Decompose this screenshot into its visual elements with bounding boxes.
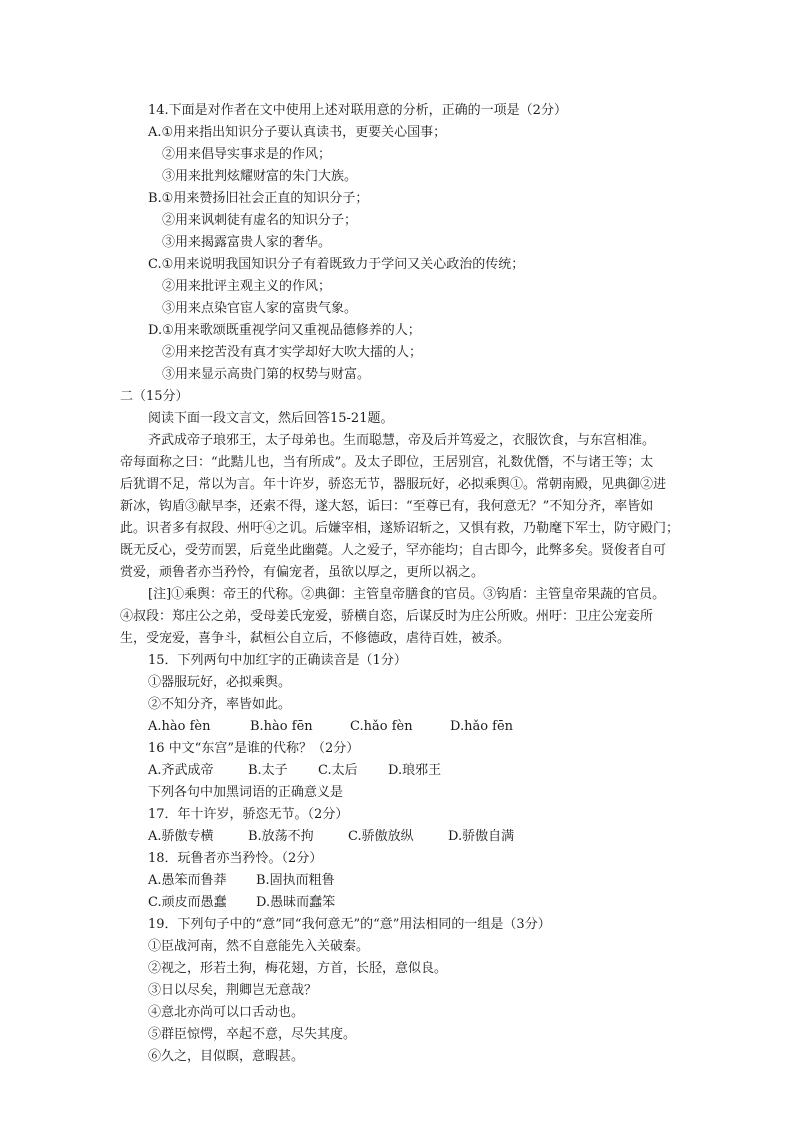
q16-options <box>148 760 441 782</box>
q17-option-c: C.骄傲放纵 <box>348 829 414 844</box>
q15-option-d: D.hǎo fēn <box>450 719 514 734</box>
q17-stem: 17．年十许岁，骄恣无节。（2分） <box>148 807 349 822</box>
q16-option-b: B.太子 <box>248 763 288 778</box>
q16-option-a: A.齐武成帝 <box>148 763 214 778</box>
q19-sentence: ⑥久之，目似瞑，意暇甚。 <box>148 1049 305 1064</box>
q14-option-c-sub: ②用来批评主观主义的作风； <box>162 279 332 294</box>
q15-options <box>148 716 513 738</box>
q15-option-c: C.hǎo fèn <box>350 719 413 734</box>
q15-sentence: ①器服玩好，必拟乘舆。 <box>148 675 292 690</box>
q18-options-row1 <box>148 870 335 892</box>
passage-line: 新冰，钩盾③献早李，还索不得，遂大怒，诟曰：“至尊已有，我何意无？”不知分齐，率皆如 <box>120 499 654 514</box>
q14-option-c-sub: ③用来点染官宦人家的富贵气象。 <box>162 301 358 316</box>
q18-options-row2 <box>148 892 335 914</box>
q14-option-b: B.①用来赞扬旧社会正直的知识分子； <box>148 191 369 206</box>
section-heading: 二（15分） <box>120 389 189 404</box>
q14-option-b-sub: ②用来讽刺徒有虚名的知识分子； <box>162 213 358 228</box>
q16-option-d: D.琅邪王 <box>388 763 442 778</box>
q14-option-b-sub: ③用来揭露富贵人家的奢华。 <box>162 235 332 250</box>
q16-option-c: C.太后 <box>318 763 358 778</box>
q15-sentence: ②不知分齐，率皆如此。 <box>148 697 292 712</box>
q14-option-c: C.①用来说明我国知识分子有着既致力于学问又关心政治的传统； <box>148 257 525 272</box>
q14-option-a-sub: ②用来倡导实事求是的作风； <box>162 147 332 162</box>
q19-sentence: ⑤群臣惊愕，卒起不意，尽失其度。 <box>148 1027 357 1042</box>
q17-option-b: B.放荡不拘 <box>248 829 314 844</box>
q19-sentence: ③日以尽矣，荆卿岂无意哉？ <box>148 983 318 998</box>
passage-line: 帝每面称之曰：“此黠儿也，当有所成”。及太子即位，王居别宫，礼数优僭，不与诸王等；太 <box>120 455 654 470</box>
q14-option-a: A.①用来指出知识分子要认真读书，更要关心国事； <box>148 125 447 140</box>
q18-option-d: D.愚昧而蠢笨 <box>256 895 336 910</box>
q15-stem: 15．下列两句中加红字的正确读音是（1分） <box>148 653 407 668</box>
footnote-line: 生，受宠爱，喜争斗，弑桓公自立后，不修德政，虐待百姓，被杀。 <box>120 631 511 646</box>
q17-option-a: A.骄傲专横 <box>148 829 214 844</box>
q14-option-d-sub: ②用来挖苦没有真才实学却好大吹大擂的人； <box>162 345 423 360</box>
vocab-instruction: 下列各句中加黑词语的正确意义是 <box>148 785 344 800</box>
q16-stem: 16 中文“东宫”是谁的代称？（2分） <box>148 741 360 756</box>
q19-sentence: ①臣战河南，然不自意能先入关破秦。 <box>148 939 370 954</box>
q18-option-a: A.愚笨而鲁莽 <box>148 873 227 888</box>
q17-option-d: D.骄傲自满 <box>448 829 515 844</box>
q19-sentence: ②视之，形若土狗，梅花翅，方首，长胫，意似良。 <box>148 961 448 976</box>
reading-instruction: 阅读下面一段文言文，然后回答15-21题。 <box>148 411 394 426</box>
q14-option-d-sub: ③用来显示高贵门第的权势与财富。 <box>162 367 371 382</box>
q19-stem: 19．下列句子中的“意”同“我何意无”的“意”用法相同的一组是（3分） <box>148 917 551 932</box>
footnote-line: [注]①乘舆：帝王的代称。②典御：主管皇帝膳食的官员。③钩盾：主管皇帝果蔬的官员。 <box>148 587 666 602</box>
passage-line: 后犹谓不足，常以为言。年十许岁，骄恣无节，器服玩好，必拟乘舆①。常朝南殿，见典御②进 <box>120 477 667 492</box>
q14-stem: 14.下面是对作者在文中使用上述对联用意的分析，正确的一项是（2分） <box>148 103 567 118</box>
q14-option-a-sub: ③用来批判炫耀财富的朱门大族。 <box>162 169 358 184</box>
q19-sentence: ④意北亦尚可以口舌动也。 <box>148 1005 305 1020</box>
q18-stem: 18．玩鲁者亦当矜怜。（2分） <box>148 851 323 866</box>
q15-option-b: B.hào fēn <box>250 719 313 734</box>
q14-option-d: D.①用来歌颂既重视学问又重视品德修养的人； <box>148 323 421 338</box>
passage-line: 齐武成帝子琅邪王，太子母弟也。生而聪慧，帝及后并笃爱之，衣服饮食，与东宫相准。 <box>148 433 656 448</box>
q18-option-b: B.固执而粗鲁 <box>256 873 335 888</box>
q15-option-a: A.hào fèn <box>148 719 211 734</box>
passage-line: 赏爱，顽鲁者亦当矜怜，有偏宠者，虽欲以厚之，更所以祸之。 <box>120 565 485 580</box>
passage-line: 此。识者多有叔段、州吁④之讥。后嫌宰相，遂矫诏斩之，又惧有救，乃勒麾下军士，防守殿门； <box>120 521 680 536</box>
footnote-line: ④叔段：郑庄公之弟，受母姜氏宠爱，骄横自恣，后谋反时为庄公所败。州吁：卫庄公宠妾所 <box>120 609 654 624</box>
q17-options <box>148 826 514 848</box>
passage-line: 既无反心，受劳而罢，后竟坐此幽薨。人之爱子，罕亦能均；自古即今，此弊多矣。贤俊者自可 <box>120 543 667 558</box>
q18-option-c: C.顽皮而愚蠢 <box>148 895 227 910</box>
